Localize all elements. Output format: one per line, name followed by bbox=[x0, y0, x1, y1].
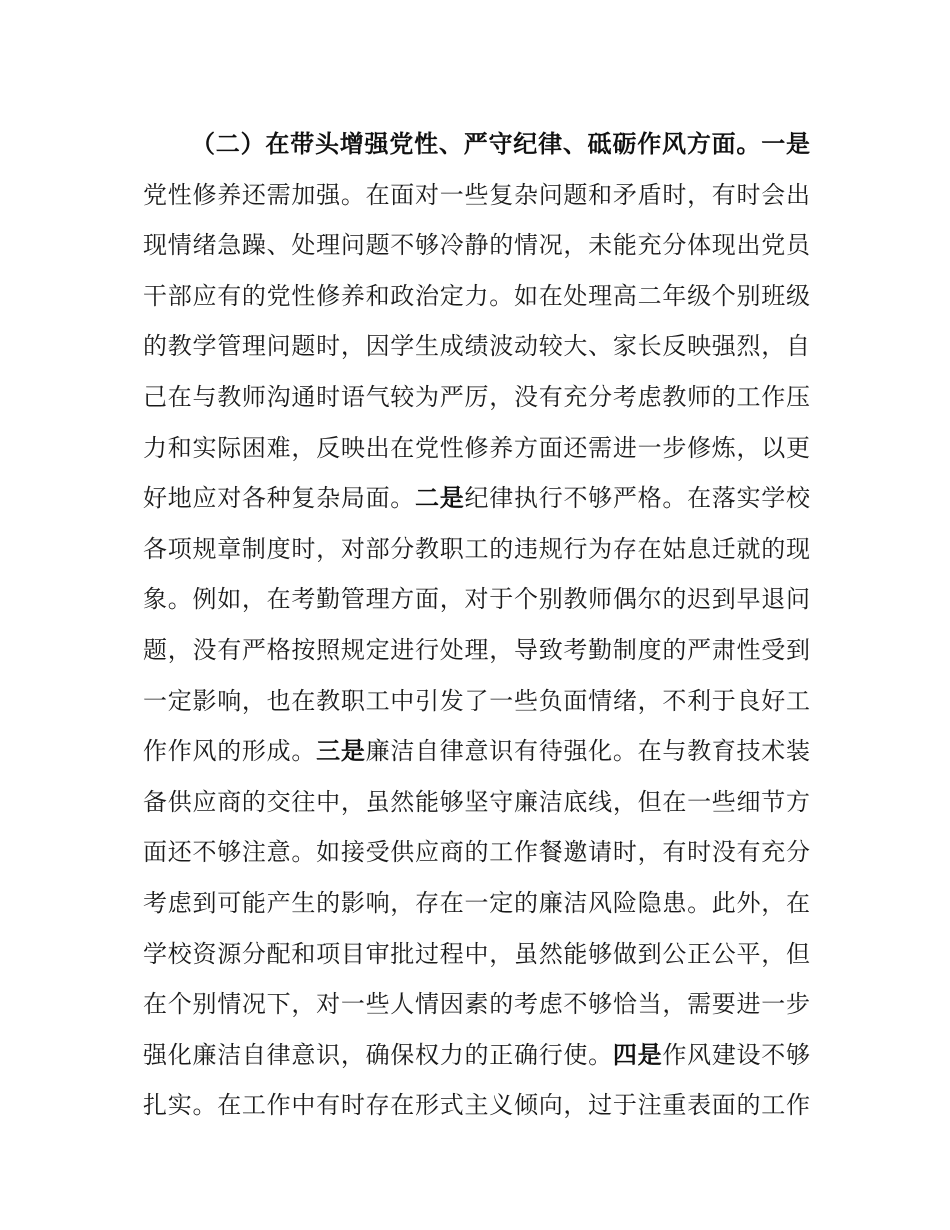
text-line bbox=[143, 979, 810, 1030]
text-segment: 干部应有的党性修养和政治定力。如在处理高二年级个别班级 bbox=[143, 281, 810, 310]
text-segment: 题，没有严格按照规定进行处理，导致考勤制度的严肃性受到 bbox=[143, 635, 810, 664]
text-line bbox=[143, 1080, 810, 1131]
bold-text-segment: 三是 bbox=[316, 737, 366, 766]
text-line bbox=[143, 119, 810, 170]
text-line bbox=[143, 827, 810, 878]
text-line bbox=[143, 423, 810, 474]
text-segment: 力和实际困难，反映出在党性修养方面还需进一步修炼，以更 bbox=[143, 433, 810, 462]
text-segment: 现情绪急躁、处理问题不够冷静的情况，未能充分体现出党员 bbox=[143, 231, 810, 260]
bold-text-segment: 二是 bbox=[415, 484, 465, 513]
text-segment: 一定影响，也在教职工中引发了一些负面情绪，不利于良好工 bbox=[143, 686, 810, 715]
text-segment: 各项规章制度时，对部分教职工的违规行为存在姑息迁就的现 bbox=[143, 534, 810, 563]
text-segment: 扎实。在工作中有时存在形式主义倾向，过于注重表面的工作 bbox=[143, 1091, 810, 1120]
text-line bbox=[143, 524, 810, 575]
text-line bbox=[143, 220, 810, 271]
paragraph bbox=[143, 119, 810, 1131]
text-segment: 备供应商的交往中，虽然能够坚守廉洁底线，但在一些细节方 bbox=[143, 787, 810, 816]
text-line bbox=[143, 676, 810, 727]
text-line bbox=[143, 726, 810, 777]
text-segment: 作风建设不够 bbox=[662, 1040, 811, 1069]
text-line bbox=[143, 878, 810, 929]
text-segment: 强化廉洁自律意识，确保权力的正确行使。 bbox=[143, 1040, 613, 1069]
text-segment: 学校资源分配和项目审批过程中，虽然能够做到公正公平，但 bbox=[143, 939, 810, 968]
text-segment: 考虑到可能产生的影响，存在一定的廉洁风险隐患。此外，在 bbox=[143, 888, 810, 917]
text-line bbox=[143, 625, 810, 676]
text-segment: 党性修养还需加强。在面对一些复杂问题和矛盾时，有时会出 bbox=[143, 180, 810, 209]
text-segment: 在个别情况下，对一些人情因素的考虑不够恰当，需要进一步 bbox=[143, 990, 810, 1019]
text-segment: 己在与教师沟通时语气较为严厉，没有充分考虑教师的工作压 bbox=[143, 382, 810, 411]
text-line bbox=[143, 777, 810, 828]
text-line bbox=[143, 271, 810, 322]
text-segment: 的教学管理问题时，因学生成绩波动较大、家长反映强烈，自 bbox=[143, 332, 810, 361]
text-line bbox=[143, 170, 810, 221]
text-segment: 作作风的形成。 bbox=[143, 737, 317, 766]
text-segment: 纪律执行不够严格。在落实学校 bbox=[464, 484, 811, 513]
text-line bbox=[143, 321, 810, 372]
text-line bbox=[143, 473, 810, 524]
bold-text-segment: （二）在带头增强党性、严守纪律、砥砺作风方面。一是 bbox=[191, 130, 810, 158]
text-segment: 廉洁自律意识有待强化。在与教育技术装 bbox=[365, 737, 811, 766]
text-line bbox=[143, 1030, 810, 1081]
bold-text-segment: 四是 bbox=[612, 1040, 663, 1069]
text-line bbox=[143, 372, 810, 423]
text-line bbox=[143, 574, 810, 625]
text-segment: 象。例如，在考勤管理方面，对于个别教师偶尔的迟到早退问 bbox=[143, 585, 810, 614]
text-segment: 面还不够注意。如接受供应商的工作餐邀请时，有时没有充分 bbox=[143, 838, 810, 867]
text-line bbox=[143, 929, 810, 980]
text-segment: 好地应对各种复杂局面。 bbox=[143, 484, 416, 513]
